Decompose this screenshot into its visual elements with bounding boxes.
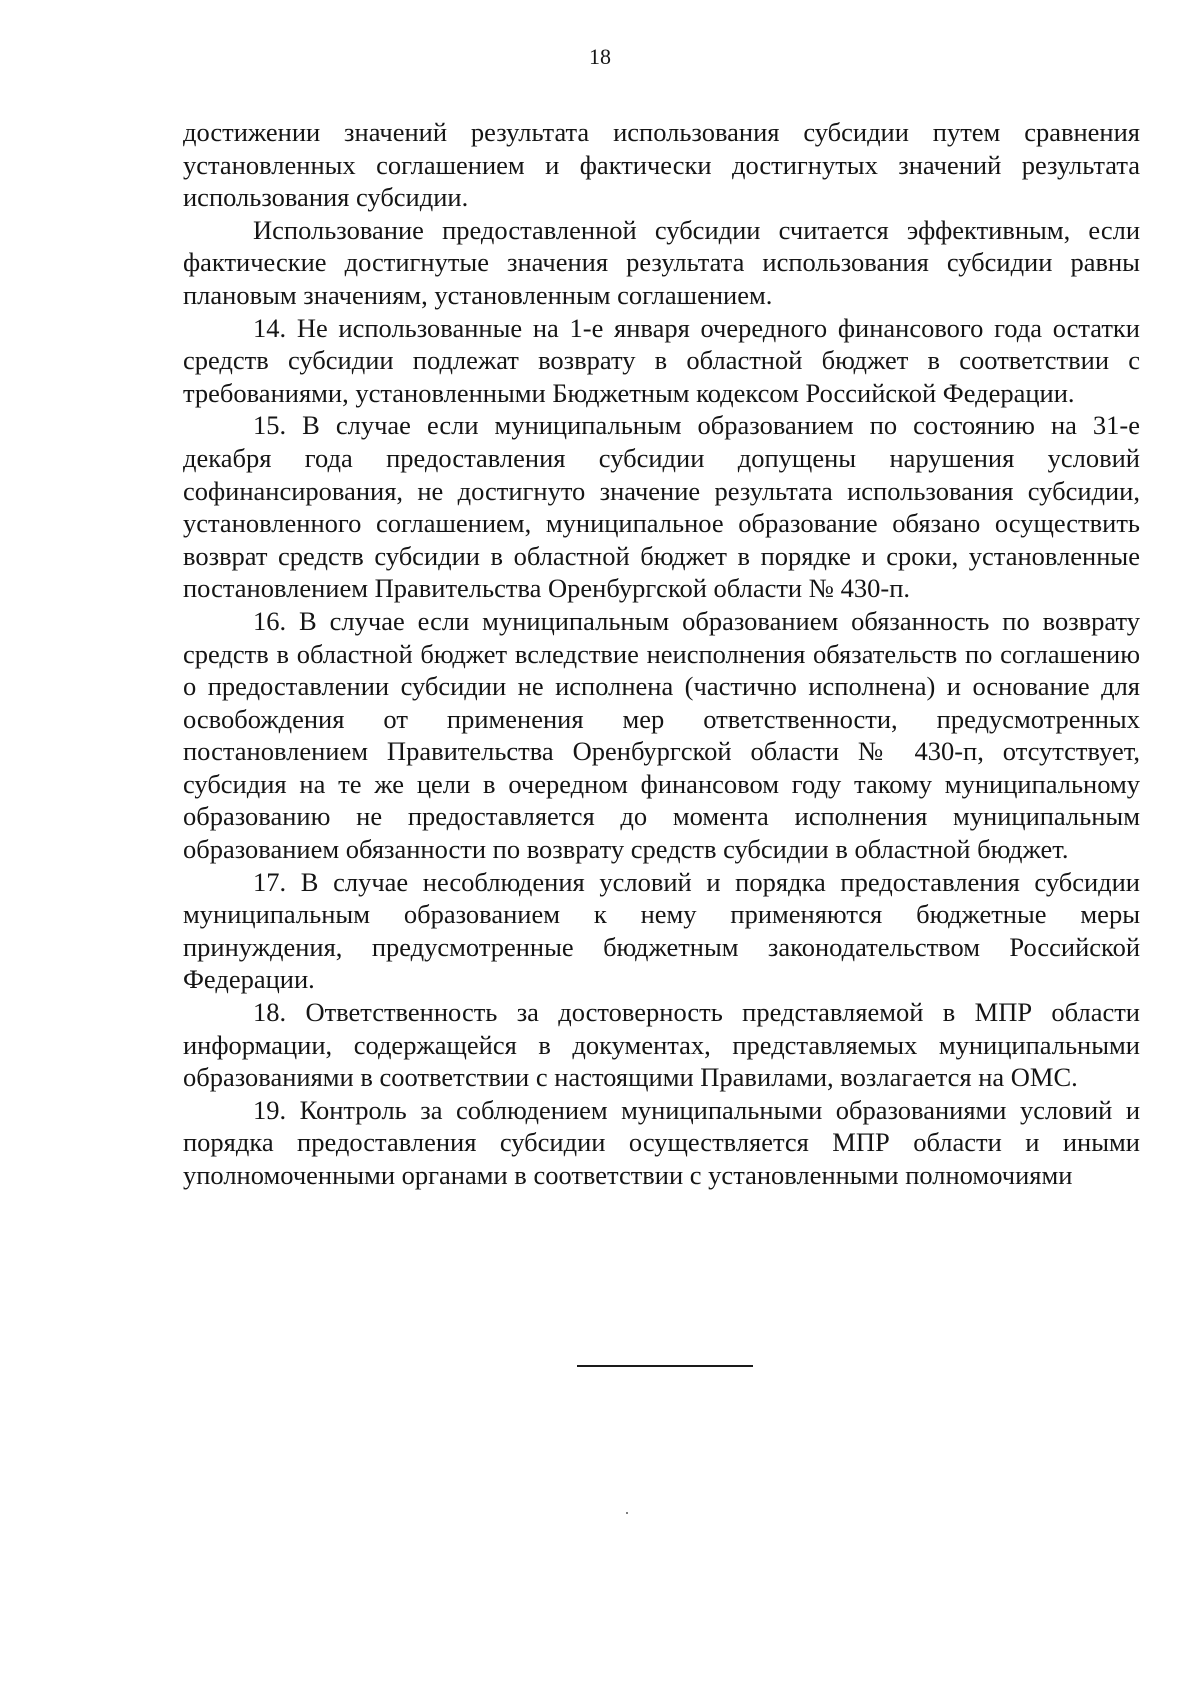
page-number: 18 xyxy=(589,44,611,69)
document-body xyxy=(183,116,1140,1192)
paragraph-item-18: 18. Ответственность за достоверность представляемой в МПР области информации, содержащейся в документах, представляемых муниципальными образованиями в соответствии с настоящими Правилами, возлагается на ОМС. xyxy=(183,997,1140,1093)
paragraph-item-14: 14. Не использованные на 1-е января очередного финансового года остатки средств субсидии подлежат возврату в областной бюджет в соответствии с требованиями, установленными Бюджетным кодексом Российской Федерации. xyxy=(183,312,1140,408)
paragraph-item-19: 19. Контроль за соблюдением муниципальными образованиями условий и порядка предоставления субсидии осуществляется МПР области и иными уполномоченными органами в соответствии с установленными полномочиями xyxy=(183,1094,1140,1190)
paragraph-item-17: 17. В случае несоблюдения условий и порядка предоставления субсидии муниципальным образованием к нему применяются бюджетные меры принуждения, предусмотренные бюджетным законодательством Российской Федерации. xyxy=(183,866,1140,995)
paragraph-effectiveness: Использование предоставленной субсидии считается эффективным, если фактические достигнутые значения результата использования субсидии равны плановым значениям, установленным соглашением. xyxy=(183,214,1140,310)
paragraph-item-15: 15. В случае если муниципальным образованием по состоянию на 31-е декабря года предоставления субсидии допущены нарушения условий софинансирования, не достигнуто значение результата использования субсидии, установленного соглашением, муниципальное образование обязано осуществить возврат средств субсидии в областной бюджет в порядке и сроки, установленные постановлением Правительства Оренбургской области № 430-п. xyxy=(183,410,1140,604)
end-of-document-rule xyxy=(577,1365,753,1367)
paragraph-item-16: 16. В случае если муниципальным образованием обязанность по возврату средств в областной бюджет вследствие неисполнения обязательств по соглашению о предоставлении субсидии не исполнена (частично исполнена) и основание для освобождения от применения мер ответственности, предусмотренных постановлением Правительства Оренбургской области № 430-п, отсутствует, субсидия на те же цели в очередном финансовом году такому муниципальному образованию не предоставляется до момента исполнения муниципальным образованием обязанности по возврату средств субсидии в областной бюджет. xyxy=(183,605,1140,865)
scan-speck xyxy=(626,1512,628,1514)
paragraph-continuation: достижении значений результата использования субсидии путем сравнения установленных соглашением и фактически достигнутых значений результата использования субсидии. xyxy=(183,117,1140,213)
